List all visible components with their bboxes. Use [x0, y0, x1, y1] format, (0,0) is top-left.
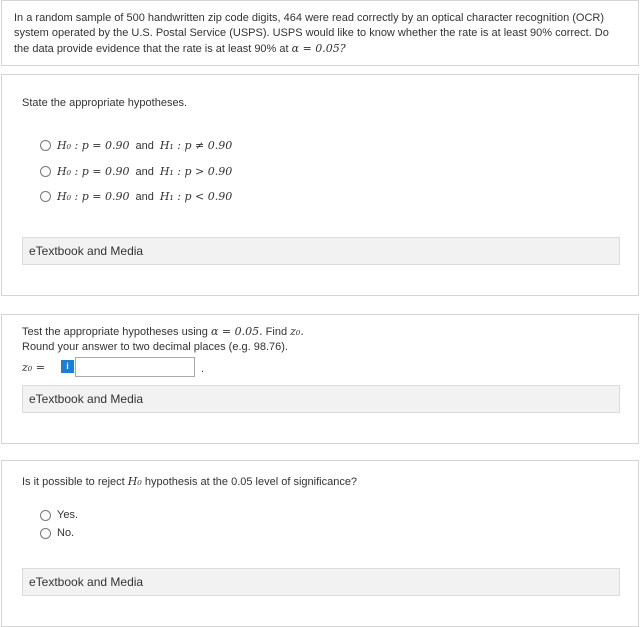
info-icon[interactable]: i: [61, 360, 74, 373]
problem-statement: [1, 0, 639, 66]
and-label: and: [135, 165, 154, 178]
etextbook-media-button[interactable]: eTextbook and Media: [22, 385, 620, 413]
prompt-text: Is it possible to reject: [22, 476, 125, 488]
prompt-text-2: hypothesis at the 0.05 level of significance?: [144, 476, 358, 488]
option-label: No.: [57, 527, 75, 539]
radio-button[interactable]: [40, 140, 51, 151]
and-label: and: [135, 190, 154, 203]
question-test-statistic: [1, 314, 639, 444]
rounding-instruction: Round your answer to two decimal places (e.g. 98.76).: [22, 341, 288, 353]
question-hypotheses: [1, 74, 639, 296]
prompt-text: Test the appropriate hypotheses using: [22, 326, 208, 338]
hypothesis-option-2[interactable]: [40, 165, 232, 178]
alpha-value: α = 0.05.: [210, 325, 263, 338]
etextbook-media-button[interactable]: eTextbook and Media: [22, 237, 620, 265]
z0-symbol: z₀.: [290, 325, 304, 338]
question-prompt: State the appropriate hypotheses.: [22, 97, 188, 109]
intro-alpha: α = 0.05?: [291, 42, 346, 55]
null-hypothesis: H₀ : p = 0.90: [57, 165, 130, 178]
radio-button[interactable]: [40, 510, 51, 521]
hypothesis-option-1[interactable]: [40, 139, 232, 152]
h0-symbol: H₀: [127, 475, 142, 488]
z0-label: z₀ =: [22, 361, 45, 374]
z0-answer-input[interactable]: [75, 357, 195, 377]
hypothesis-option-3[interactable]: [40, 190, 232, 203]
radio-button[interactable]: [40, 528, 51, 539]
find-text: Find: [265, 326, 288, 338]
and-label: and: [135, 139, 154, 152]
question-prompt: [22, 325, 304, 338]
period-text: .: [201, 363, 205, 375]
alt-hypothesis: H₁ : p > 0.90: [159, 165, 233, 178]
question-prompt: [22, 475, 357, 488]
null-hypothesis: H₀ : p = 0.90: [57, 190, 130, 203]
etextbook-media-button[interactable]: eTextbook and Media: [22, 568, 620, 596]
radio-button[interactable]: [40, 191, 51, 202]
intro-text: In a random sample of 500 handwritten zip code digits, 464 were read correctly by an optical character recognition (OCR) system operated by the U.S. Postal Service (USPS). USPS would like to know whether the rate is at least 90% correct. Do the data provide evidence that the rate is at least 90% at: [14, 12, 609, 55]
option-label: Yes.: [57, 509, 79, 521]
radio-button[interactable]: [40, 166, 51, 177]
alt-hypothesis: H₁ : p ≠ 0.90: [159, 139, 233, 152]
answer-option-yes[interactable]: [40, 509, 78, 521]
question-reject: [1, 460, 639, 627]
null-hypothesis: H₀ : p = 0.90: [57, 139, 130, 152]
alt-hypothesis: H₁ : p < 0.90: [159, 190, 233, 203]
answer-option-no[interactable]: [40, 527, 74, 539]
